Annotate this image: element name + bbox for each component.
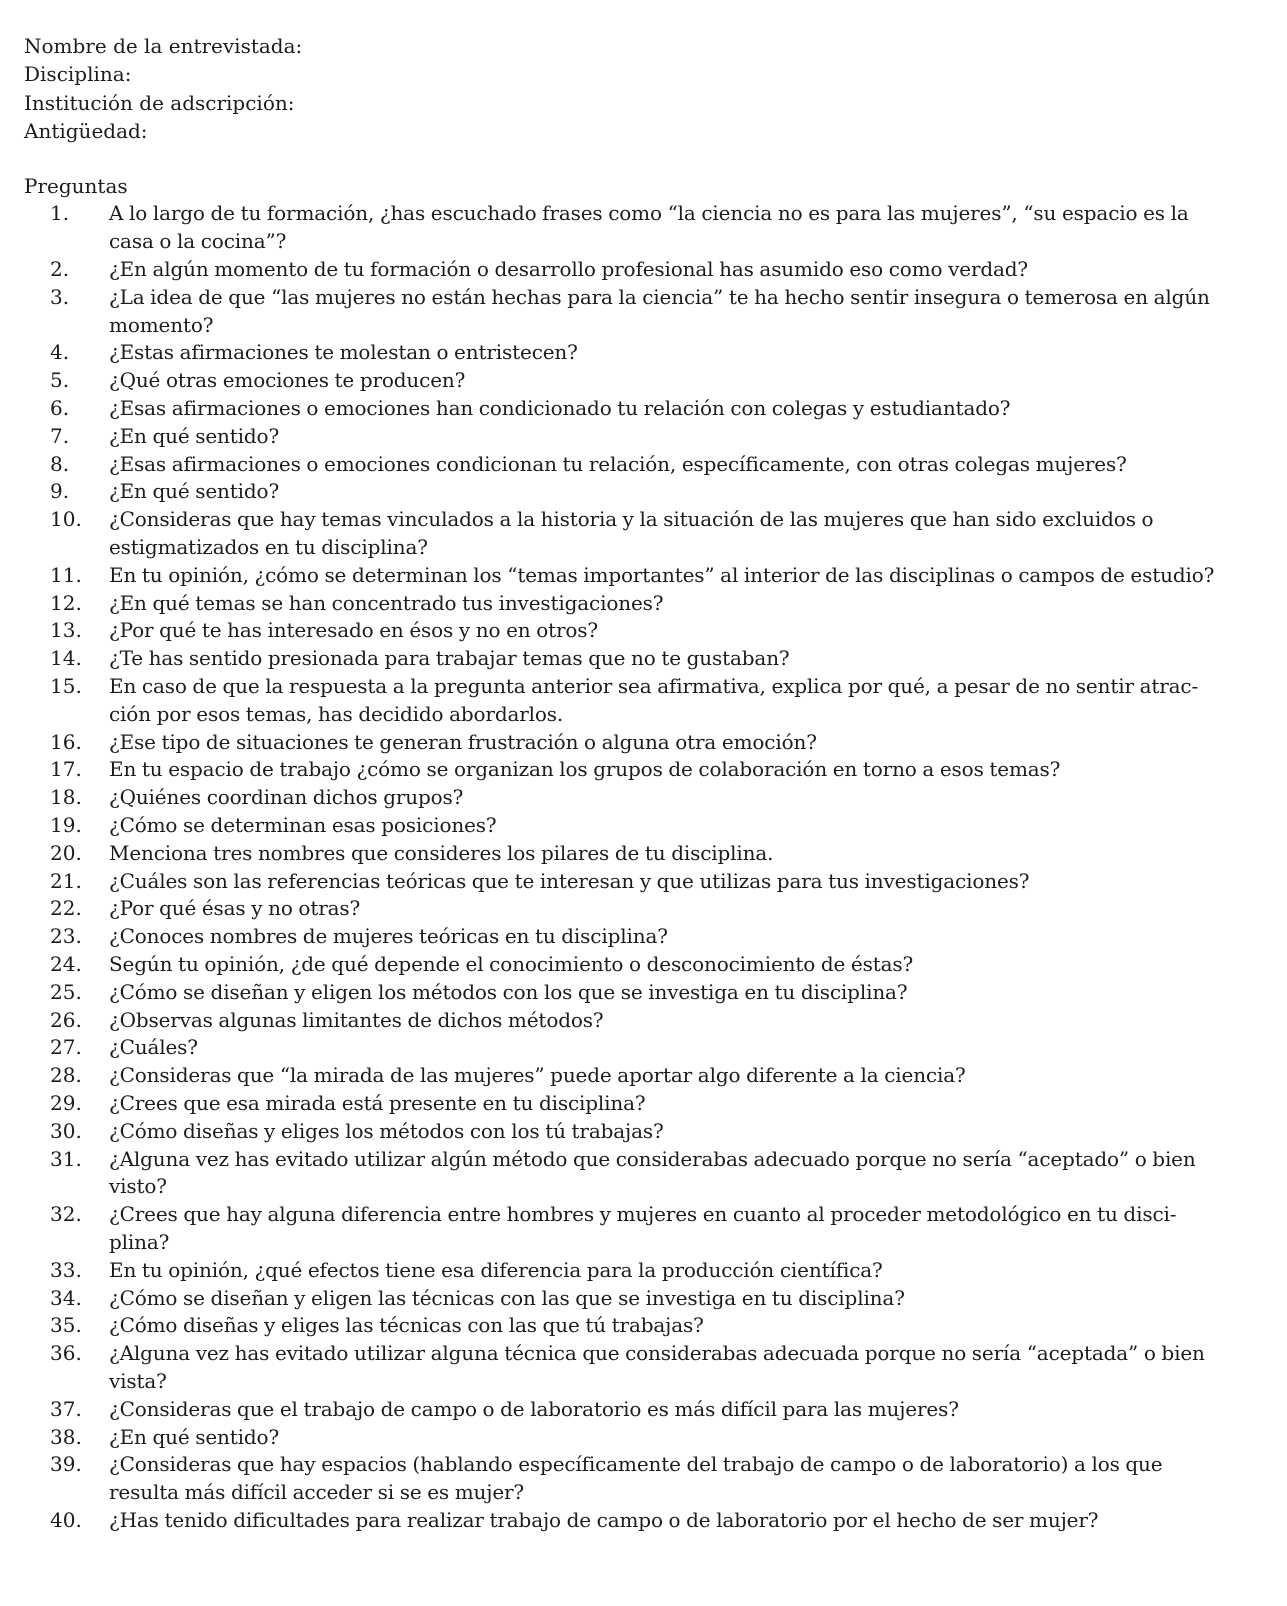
question-item [50,1424,1247,1452]
question-item [50,673,1247,729]
question-text: ¿Crees que esa mirada está presente en tu disciplina? [109,1090,646,1115]
question-text: ¿Cómo diseñas y eliges las técnicas con las que tú trabajas? [109,1313,704,1338]
question-text: En tu opinión, ¿cómo se determinan los “temas importantes” al interior de las disciplinas o campos de estudio? [109,562,1215,587]
question-text: ¿Crees que hay alguna diferencia entre hombres y mujeres en cuanto al proceder metodológico en tu disci-plina? [109,1202,1177,1254]
question-number: 22. [50,896,82,921]
question-number: 23. [50,924,82,949]
question-number: 28. [50,1063,82,1088]
discipline-field: Disciplina: [24,62,132,87]
question-number: 11. [50,562,82,587]
question-number: 37. [50,1396,82,1421]
question-number: 13. [50,618,82,643]
question-item [50,478,1247,506]
question-text: ¿En qué temas se han concentrado tus investigaciones? [109,590,664,615]
question-number: 30. [50,1118,82,1143]
question-item [50,395,1247,423]
question-number: 12. [50,590,82,615]
question-text: ¿En qué sentido? [109,479,280,504]
question-number: 20. [50,840,82,865]
question-item [50,868,1247,896]
question-number: 1. [50,201,70,226]
question-number: 10. [50,507,82,532]
question-item [50,339,1247,367]
question-number: 40. [50,1507,82,1532]
question-item [50,1396,1247,1424]
question-number: 17. [50,757,82,782]
question-item [50,1312,1247,1340]
question-number: 34. [50,1285,82,1310]
question-text: ¿Observas algunas limitantes de dichos métodos? [109,1007,604,1032]
question-text: ¿Alguna vez has evitado utilizar algún método que considerabas adecuado porque no sería “aceptado” o bien visto? [109,1146,1196,1199]
question-text: ¿Consideras que el trabajo de campo o de laboratorio es más difícil para las mujeres? [109,1396,959,1421]
question-item [50,367,1247,395]
question-text: ¿Cómo se diseñan y eligen los métodos con los que se investiga en tu disciplina? [109,979,908,1004]
question-text: ¿Conoces nombres de mujeres teóricas en tu disciplina? [109,924,668,949]
question-item [50,1451,1247,1507]
question-number: 39. [50,1452,82,1477]
question-item [50,840,1247,868]
question-item [50,1034,1247,1062]
question-item [50,1201,1247,1257]
question-item [50,617,1247,645]
question-text: Según tu opinión, ¿de qué depende el conocimiento o desconocimiento de éstas? [109,952,914,976]
question-item [50,784,1247,812]
question-item [50,895,1247,923]
question-text: ¿En algún momento de tu formación o desarrollo profesional has asumido eso como verdad? [109,257,1029,282]
question-text: ¿Qué otras emociones te producen? [109,368,466,393]
question-number: 19. [50,813,82,838]
question-item [50,256,1247,284]
questions-heading: Preguntas [24,174,128,199]
question-number: 35. [50,1313,82,1338]
question-item [50,200,1247,256]
question-item [50,1146,1247,1202]
question-number: 14. [50,646,82,671]
question-text: ¿Cuáles? [109,1035,198,1060]
question-number: 27. [50,1035,82,1060]
question-item [50,1007,1247,1035]
question-item [50,1507,1247,1535]
question-text: ¿Esas afirmaciones o emociones condicionan tu relación, específicamente, con otras colegas mujeres? [109,451,1127,476]
question-item [50,1285,1247,1313]
question-text: En tu opinión, ¿qué efectos tiene esa diferencia para la producción científica? [109,1257,883,1282]
question-text: ¿Consideras que hay temas vinculados a la historia y la situación de las mujeres que han sido excluidos o estigmatizados en tu disciplina? [109,507,1154,560]
question-number: 38. [50,1424,82,1449]
question-number: 2. [50,257,70,282]
question-item [50,756,1247,784]
question-text: ¿Esas afirmaciones o emociones han condicionado tu relación con colegas y estudiantado? [109,396,1011,421]
question-number: 6. [50,396,70,421]
question-number: 31. [50,1146,82,1171]
question-text: ¿Por qué ésas y no otras? [109,896,361,921]
question-item [50,562,1247,590]
question-number: 3. [50,284,70,309]
question-number: 5. [50,368,70,393]
question-item [50,951,1247,979]
question-text: En tu espacio de trabajo ¿cómo se organizan los grupos de colaboración en torno a esos temas? [109,757,1061,782]
question-item [50,284,1247,340]
question-text: ¿Cuáles son las referencias teóricas que te interesan y que utilizas para tus investigaciones? [109,868,1030,893]
question-number: 36. [50,1341,82,1366]
question-text: ¿Te has sentido presionada para trabajar temas que no te gustaban? [109,646,790,671]
question-item [50,590,1247,618]
question-item [50,1062,1247,1090]
question-item [50,645,1247,673]
question-list [24,200,1247,1534]
question-number: 18. [50,785,82,810]
question-number: 4. [50,340,70,365]
question-number: 29. [50,1090,82,1115]
question-text: ¿En qué sentido? [109,1424,280,1449]
interviewee-info [24,32,1247,145]
question-item [50,1257,1247,1285]
question-item [50,979,1247,1007]
question-item [50,506,1247,562]
seniority-field: Antigüedad: [24,118,148,143]
question-text: ¿Cómo se determinan esas posiciones? [109,813,497,838]
question-item [50,1090,1247,1118]
question-text: ¿En qué sentido? [109,423,280,448]
question-number: 32. [50,1202,82,1227]
institution-field: Institución de adscripción: [24,90,295,115]
question-item [50,1340,1247,1396]
question-text: ¿Estas afirmaciones te molestan o entristecen? [109,340,578,365]
question-text: ¿Has tenido dificultades para realizar trabajo de campo o de laboratorio por el hecho de ser mujer? [109,1507,1099,1532]
question-number: 33. [50,1257,82,1282]
question-item [50,923,1247,951]
question-number: 21. [50,868,82,893]
question-item [50,812,1247,840]
question-text: ¿Alguna vez has evitado utilizar alguna técnica que considerabas adecuada porque no sería “aceptada” o bien vista? [109,1341,1205,1393]
question-text: ¿Consideras que “la mirada de las mujeres” puede aportar algo diferente a la ciencia? [109,1063,966,1088]
question-text: ¿Ese tipo de situaciones te generan frustración o alguna otra emoción? [109,729,817,754]
question-text: ¿La idea de que “las mujeres no están hechas para la ciencia” te ha hecho sentir insegura o temerosa en algún momento? [109,284,1210,337]
question-text: ¿Cómo se diseñan y eligen las técnicas con las que se investiga en tu disciplina? [109,1285,905,1310]
question-number: 7. [50,423,70,448]
question-text: ¿Por qué te has interesado en ésos y no en otros? [109,618,598,643]
question-item [50,1118,1247,1146]
question-text: Menciona tres nombres que consideres los pilares de tu disciplina. [109,840,774,865]
question-text: ¿Consideras que hay espacios (hablando específicamente del trabajo de campo o de laboratorio) a los que resulta más difícil acceder si se es mujer? [109,1452,1163,1505]
question-number: 25. [50,979,82,1004]
question-text: ¿Cómo diseñas y eliges los métodos con los tú trabajas? [109,1118,664,1143]
question-number: 24. [50,952,82,976]
question-item [50,451,1247,479]
question-text: En caso de que la respuesta a la pregunta anterior sea afirmativa, explica por qué, a pesar de no sentir atrac-ción por esos temas, has decidido abordarlos. [109,674,1199,726]
interviewee-name-field: Nombre de la entrevistada: [24,34,303,58]
question-number: 15. [50,674,82,699]
question-item [50,729,1247,757]
question-item [50,423,1247,451]
question-text: ¿Quiénes coordinan dichos grupos? [109,785,464,810]
question-number: 9. [50,479,70,504]
question-number: 8. [50,451,70,476]
question-text: A lo largo de tu formación, ¿has escuchado frases como “la ciencia no es para las mujeres”, “su espacio es la casa o la cocina”? [109,201,1189,254]
question-number: 16. [50,729,82,754]
question-number: 26. [50,1007,82,1032]
